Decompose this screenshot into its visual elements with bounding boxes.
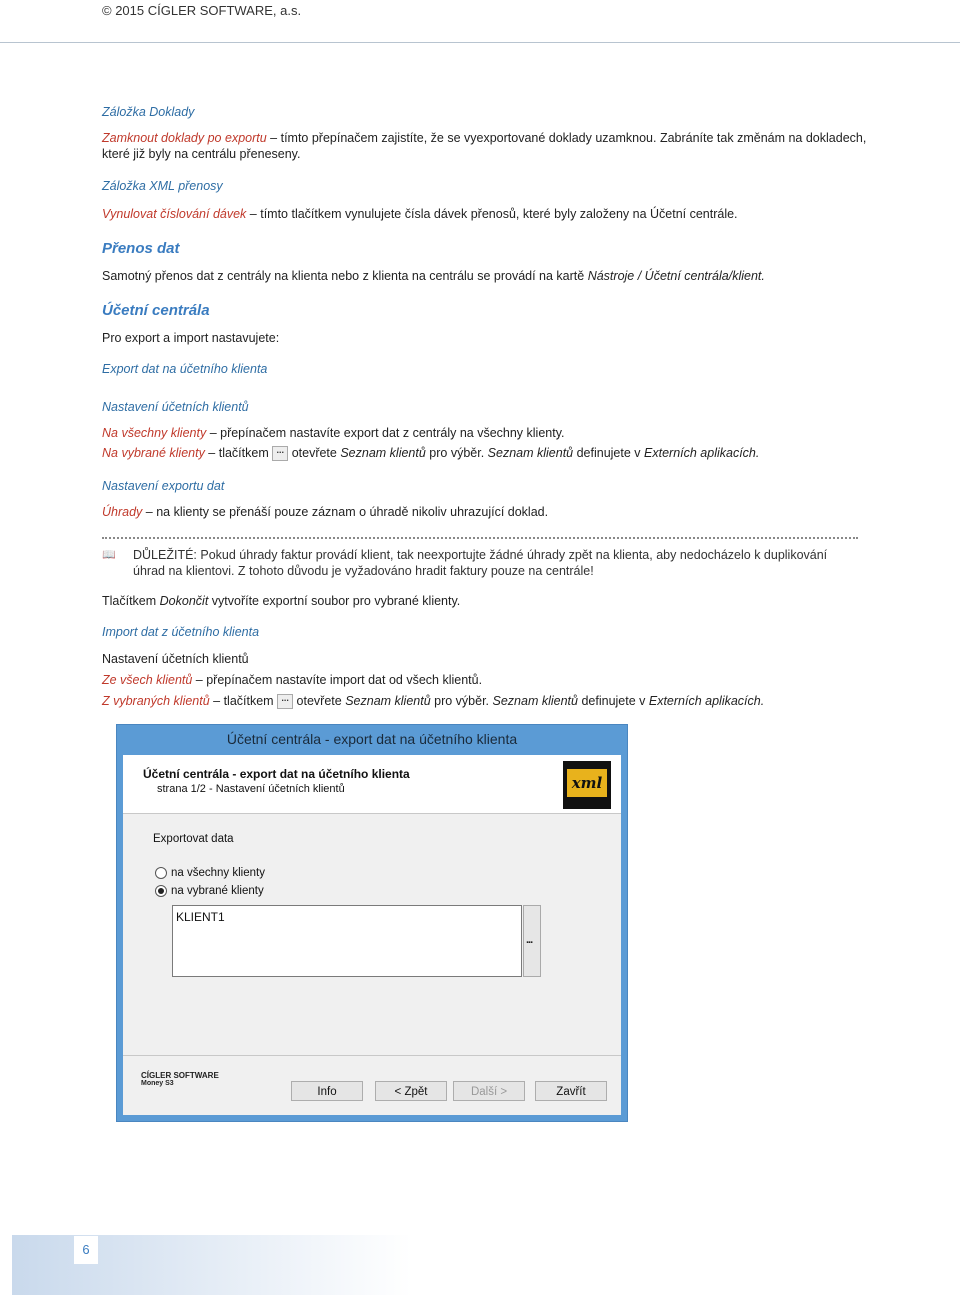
import-sel-term: Z vybraných klientů [102,694,210,708]
clients-listbox[interactable] [172,905,522,977]
uhrady-term: Úhrady [102,505,143,519]
doklady-text-2: které již byly na centrálu přeneseny. [102,147,301,161]
back-button[interactable]: < Zpět [375,1081,447,1101]
export-group-label: Exportovat data [153,833,234,845]
close-button[interactable]: Zavřít [535,1081,607,1101]
import-all-term: Ze všech klientů [102,673,193,687]
info-button[interactable]: Info [291,1081,363,1101]
footer-divider [123,1055,621,1056]
dotted-divider [102,537,858,539]
uhrady-line: Úhrady – na klienty se přenáší pouze záznam o úhradě nikoliv uhrazující doklad. [102,505,549,519]
export-all-term: Na všechny klienty [102,426,207,440]
wizard-title: Účetní centrála - export dat na účetního klienta [143,767,410,781]
cigler-logo: CÍGLER SOFTWARE [141,1071,219,1080]
prenos-path: Nástroje / Účetní centrála/klient. [587,269,765,283]
footer-bar [12,1235,412,1295]
radio-all-clients[interactable]: na všechny klienty [155,867,265,879]
page-number: 6 [74,1236,98,1264]
xml-heading: Záložka XML přenosy [102,179,223,193]
radio-selected-icon[interactable] [155,885,167,897]
important-note: DŮLEŽITÉ: Pokud úhrady faktur provádí klient, tak neexportujte žádné úhrady zpět na klienta, aby nedocházelo k duplikování úhrad na klientovi. Z tohoto důvodu je vyžadováno hradit faktury pouze na centrále! [133,548,828,578]
ucetni-heading: Účetní centrála [102,302,210,319]
wizard-header [123,755,621,814]
export-all-line: Na všechny klienty – přepínačem nastavíte export dat z centrály na všechny klienty. [102,426,565,440]
xml-term: Vynulovat číslování dávek [102,207,247,221]
xml-text: tímto tlačítkem vynulujete čísla dávek přenosů, které byly založeny na Účetní centrále. [260,207,738,221]
prenos-heading: Přenos dat [102,240,180,257]
page-header [0,0,960,43]
export-sel-line: Na vybrané klienty – tlačítkem ... otevřete Seznam klientů pro výběr. Seznam klientů definujete v Externích aplikacích. [102,445,760,460]
ellipsis-button-icon: ... [272,446,288,461]
import-all-line: Ze všech klientů – přepínačem nastavíte import dat od všech klientů. [102,673,483,687]
import-heading: Import dat z účetního klienta [102,625,260,639]
dialog-client-area [123,755,621,1115]
ucetni-intro: Pro export a import nastavujete: [102,331,280,345]
client-list-item[interactable]: KLIENT1 [176,910,225,924]
prenos-paragraph: Samotný přenos dat z centrály na klienta nebo z klienta na centrálu se provádí na kartě Nástroje / Účetní centrála/klient. [102,269,765,283]
browse-clients-button[interactable]: ... [523,905,541,977]
doklady-paragraph: Zamknout doklady po exportu – tímto přepínačem zajistíte, že se vyexportované doklady uzamknou. Zabráníte tak změnám na dokladech, které již byly na centrálu přeneseny. [102,131,867,161]
import-nastaveni: Nastavení účetních klientů [102,652,249,666]
next-button[interactable]: Další > [453,1081,525,1101]
radio-all-icon[interactable] [155,867,167,879]
dokoncit-line: Tlačítkem Dokončit vytvoříte exportní soubor pro vybrané klienty. [102,594,461,608]
xml-paragraph: Vynulovat číslování dávek – tímto tlačítkem vynulujete čísla dávek přenosů, které byly založeny na Účetní centrále. [102,207,738,221]
export-heading: Export dat na účetního klienta [102,362,268,376]
ellipsis-button-icon: ... [277,694,293,709]
export-sel-term: Na vybrané klienty [102,446,205,460]
xml-logo-icon: xml [563,761,611,809]
import-sel-line: Z vybraných klientů – tlačítkem ... otevřete Seznam klientů pro výběr. Seznam klientů definujete v Externích aplikacích. [102,693,765,708]
doklady-term: Zamknout doklady po exportu [102,131,267,145]
doklady-heading: Záložka Doklady [102,105,195,119]
export-dialog-window [116,724,628,1122]
dialog-title: Účetní centrála - export dat na účetního klienta [226,731,518,747]
wizard-subtitle: strana 1/2 - Nastavení účetních klientů [157,783,345,795]
money-logo: Money S3 [141,1080,174,1087]
nastaveni-klientu-heading: Nastavení účetních klientů [102,400,249,414]
nastaveni-exportu-heading: Nastavení exportu dat [102,479,225,493]
doklady-text: tímto přepínačem zajistíte, že se vyexportované doklady uzamknou. Zabráníte tak změnám na dokladech, [280,131,867,145]
radio-selected-clients[interactable]: na vybrané klienty [155,885,264,897]
copyright: © 2015 CÍGLER SOFTWARE, a.s. [102,3,302,18]
book-icon: 📖 [102,549,116,561]
